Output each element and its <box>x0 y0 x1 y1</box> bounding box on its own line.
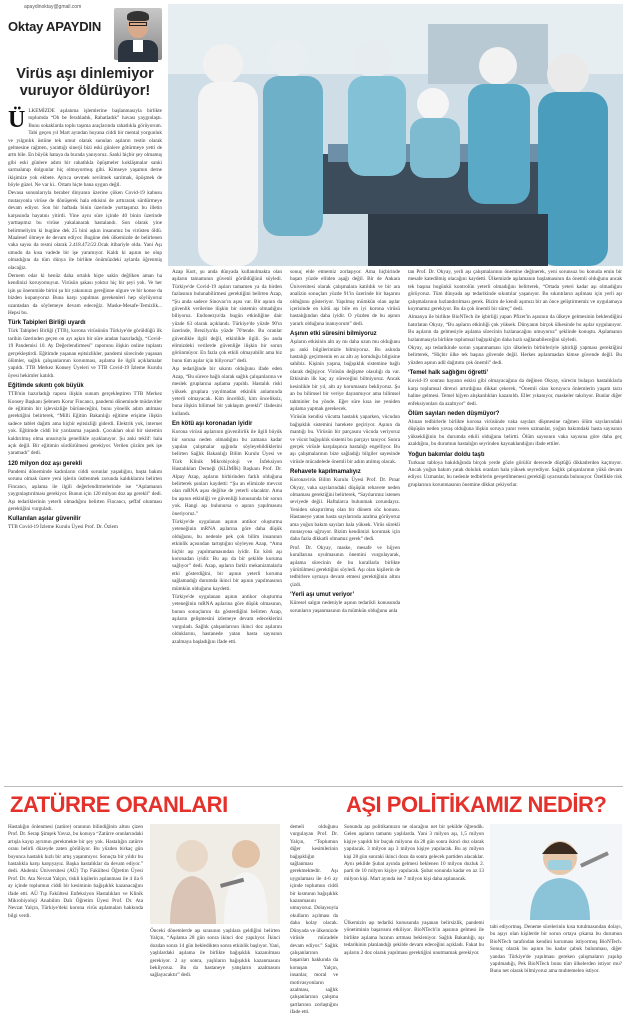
paragraph: tan Prof. Dr. Okyay, yerli aşı çalışmalarının önemine değinerek, yeni sorunsuz bu konuda emin bir mesafe katedilmiş olacağını kaydetti. Ülkemizde aşılamanın başlamasının da önemli olduğunu ancak tek başına bugünkü kontrolün yeterli olmadığını belirterek, “Ortada yeteri kadar aşı olmadığını görüyoruz. Tüm dünyada aşı tedarikinde sıkıntılar yaşanıyor. Bu sıkıntıların aşılması için yerli aşı çalışmalarının hızlandırılması gerek. Bizim de kendi aşımızı bir an önce geliştirmemiz ve uygulamaya koymamız gerekiyor. Bu da çok önemli bir süreç” dedi. <box>408 269 622 313</box>
author-name: Oktay APAYDIN <box>8 19 102 34</box>
column-headline: Virüs aşı dinlemiyor vuruyor öldürüyor! <box>16 66 154 99</box>
bottom-left-column-2: Önceki dönemlerde aşı sırasının yaşlılara geldiğini belirten Yalçın, “Aşılama 28 gün sonra ikinci doz yapılıyor. İkinci dozdan sonra 14 gün bekledikten sonra etkinlik başlıyor. Yani, yaşlılardaki aşılama ile birlikte bağışıklık kazanılması gerekiyor. 2 ay sonra, yaşlıların bağışıklık kazanmasını bekliyoruz. Bu da hastaneye yatışların azalmasını sağlayacaktır” dedi. <box>150 928 280 979</box>
paragraph: Azap Kurt, şu anda dünyada kullanılmakta olan aşıların tamamının güvenli görüldüğünü söyledi. Türkiye'de Covid-19 aşıları tamamen ya da birden fazlasının bulunabilirmesi gerektiğini belirten Azap, “Şu anda sadece Sinovac'ın aşısı var. Bir aşının da güvenlik verilerine ilişkin bir sistemin olmadığını biliyoruz. Endonezya'da bugün etkinliğine dair yüzde 63 olarak açıklandı. Türkiye'de yüzde 90'ın üzerinde, Brezilya'da yüzde 70'tende. Bu oranlar güvenlikle ilgili değil, etkinlikle ilgili. Şu anda elimizdeki verilerde güvenliğe ilişkin bir sorun görünmüyor. En fazla çok etkili olmayabilir ama biz bunu tüm aşılar için biliyoruz” dedi. <box>172 269 282 364</box>
bottom-left-column-1: Hastalığın önlenmesi (zatüre) oranının bilindiğinin altını çizen Prof. Dr. Serap Şimşek Yavuz, bu konuya “Zatürre oranlarındaki artışla kayıp ayrımın gerekmekte bir şey yok. Hastalığın zatürre oranı belirli düzeyde zaten görülüyor. Bu yüzden birkaç gün boyunca hastalık hızlı bir artış yaşanmıyor. Sonuçta bir yıldır bu hastalıkla karşı karşıyayız. Başka hastalıklar da devam ediyor.” dedi. Akdeniz Üniversitesi (AÜ) Tıp Fakültesi Öğretim Üyesi Prof. Dr. Ata Nevzat Yalçın, riskli kişilerin aşılanması ile 4 ila 6 ay içinde toplumun ciddi bir kesiminin bağışıklık kazanacağını ifade etti. AÜ Tıp Fakültesi Enfeksiyon Hastalıkları ve Klinik Mikrobiyoloji Anabilim Dalı Öğretim Üyesi Prof. Dr. Ata Nevzat Yalçın, Türkiye'deki korona virüs aşılamaları hakkında bilgi verdi. <box>8 824 143 919</box>
bottom-left-column-3: demeli olduğunu vurgulayan Prof. Dr. Yalçın, “Toplumun diğer kesimlerinin bağışıklığın sağlanması gerekmektedir. Aşı uygulaması ile 4-6 ay içinde toplumun ciddi bir kısmının bağışıklık kazanmasını umuyoruz. Dolayısıyla okulların açılması da daha kolay olacak. Dünyada ve ülkemizde virüsle mücadele devam ediyor.” Sağlık çalışanlarının başarıları hakkında da konuşan Yalçın, insanlar, moral ve motivasyonların azalması, sağlık çalışanlarının çalışma şartlarının zorlaştığını ifade etti. <box>290 824 338 1016</box>
paragraph: Aşı tedariğinde bir sıkıntı olduğunu ifade eden Azap, “Bu sürece bağlı olarak sağlık çalışanlarına ve meslek gruplarına aşılama yapıldı. Hastalık riski yüksek gruplara yayılmadan etkinlik anlamında yeterli olmayacak. Kim öncelikli, kim önceliksiz, buna ilişkin bilimsel bir yaklaşım gerekli” ifadesini kullandı. <box>172 366 282 417</box>
subheading: En kötü aşı koronadan iyidir <box>172 421 253 428</box>
subheading: Aşının etki süresini bilmiyoruz <box>290 331 377 338</box>
paragraph: Aşıların etkisinin altı ay mı daha uzun mu olduğunu şu anki bilgilerimizle bilmiyoruz. Bu aslında hastalığı geçirmenin en az altı ay koruduğu bilgisine sahibiz. Kişinin yaşına, bağışıklık sistemine bağlı olarak değişiyor. Virüsün değişme olasılığı da var. Etkisinin ilk kaç ay süreceğini bilmiyoruz. Ancak kesinlikle bir yıl, altı ay korumasını bekliyoruz. Şu an bu bilimsel bir veriye dayanmıyor ama bilimsel tahminler bu yönde. Eğer süre kısa ise yeniden aşılama yapmak gerekecek. <box>290 339 400 412</box>
subheading: 120 milyon doz aşı gerekli <box>8 460 83 467</box>
paragraph: Turkuaz tabloya bakıldığında birçok yerde gözle görülür derecede düştüğü dikkatlerden kaçmıyor. Ancak yoğun bakım yatak doluluk oranları hala yüksek seyrediyor. Sağlık çalışanlarının yükü devam ediyor. Uzmanlar, bu nedenle tedbirlerin gevşetilmemesi gerektiği uyarısında bulunuyor. Özellikle risk gruplarının korunmasının önemine dikkat çekiyorlar. <box>408 459 622 488</box>
author-email: apaydinoktay@gmail.com <box>24 4 82 10</box>
subheading: Yoğun bakımlar doldu taştı <box>408 451 485 458</box>
paragraph: Pandemi döneminde kadınların ciddi sorunlar yaşadığını, başta bakım sorunu olmak üzere yeni işlerin üstlenmek zorunda kaldıklarını belirten Fincancı, aşılama ile ilgili değerlendirmelerinde ise “Aşılamanın yaygınlaştırılması gerekiyor. Bunun için 120 milyon doz aşı gerekli” dedi. Aşı tedariklerinin yeterli olmadığını belirten Fincancı, şeffaf olunması gerektiğini vurguladı. <box>8 468 163 512</box>
bottom-right-column-1: Sonunda aşı politikamızın ne olacağını net bir şekilde öğrendik. Gelen aşıların tamamı yaşlılarda. Yani 3 milyon aşı, 1,5 milyon kişiye yapıldı bir buçuk milyonu da 28 gün sonra ikinci doz olarak yapılacak. 3 milyon aşı 3 milyon kişiye yapılacak. Bu ay milyon kişi 28 gün sonraki ikinci dozu da sonra gelecek partiden alacaklar. Aynı şekilde Şubat ayında gelmesi beklenen 10 milyon dozluk 2. parti de 10 milyon kişiye yapılacak. Şubat sonunda kadar en az 13 milyon kişi. Mart ayında ise 7 milyon kişi daha aşılanacak. <box>344 824 484 882</box>
author-header <box>4 4 164 56</box>
drop-cap: Ü <box>8 107 26 133</box>
paragraph: TTB'nin hazırladığı rapora ilişkin sunum gerçekleştiren TTB Merkez Konsey Başkanı Şebnem Korur Fincancı, pandemi döneminde müdavitler de eğitimin bir işlevsizliğe bürüneceğini, bunu yönelik adım atılması gerektiğini belirterek, “Milli Eğitim Bakanlığı eğitime erişime ilişkin sadece tablet dağıttı ama hiçbir eşitsizliği giderdi. Elektrik yok, internet yok. Eğitimde ciddi bir yarılanma yaşandı. Çocukları okul bir sistemin kaldırılmış olma unsuruyla genellikle ayaklanıyor. Şu anki teklif: hala açık değil. Bir eğitimin sürdürülmesi gerekiyor. Verilen çözüm pek işe yaramadı” dedi. <box>8 391 162 457</box>
article-column-4 <box>408 269 622 781</box>
paragraph: Korona virüsü aşılarının güvenilirlik ile ilgili büyük bir soruna neden olmadığını bu zamana kadar yapılan çalışmalar ışığında söyleyebildiklerini belirten Sağlık Bakanlığı Bilim Kurulu Üyesi ve Türk Klinik Mikrobiyoloji ve İnfeksiyon Hastalıkları Derneği (KLİMİK) Başkanı Prof. Dr. Alpay Azap, aşıların birbirinden farklı olduğuna belirterek şunları kaydetti: “Şu an elimizde mevcut olan mRNA aşısı değilse de yeterli olacaktır. Ama bu aşının etkinliği ve güvenliği konusunda bir sorun yok. Hangi aşı bulunursa o aşının yapılmasını öneriyoruz.” <box>172 429 282 517</box>
bottom-right-column-2: Ülkemizin aşı tedariki konusunda yaşanan belirsizlik, pandemi yönetiminin başarısını etkiliyor. BioNTech'in aşısının gelmesi ile birlikte aşılama hızının artması bekleniyor. Sağlık Bakanlığı, aşı tedarikinin planlandığı şekilde devam edeceğini açıkladı. Fakat bu aşıların 2 doz olarak yapılması gerektiğini unutmamak gerekiyor. <box>344 920 484 956</box>
paragraph: Devasa sonunlarıyla beraber dinyanın üzerine çöken Covid-19 kabusu mutasyonla virüse de dönüşerek hala etkisini de arttırarak sürdürmeye devam ediyor. Son bir haftada binin üzerinde yurttaşımız bu illetin karşısında hayatını yitirdi. Yine aynı süre içinde 40 binin üzerinde yurttaşımız bu virüse yakalanarak hastalandı. Son olarak yine belirtmeliyim ki bugüne dek 25 bini aşkın insanımız bu virüsten öldü. Maalesef ölmeye de devam ediyor. Bugüne dek ülkemizde de belirlenen vaka sayısı da resmi olarak 2.418.472/22.Ocak itibariyle olda. Yani Aşı umudu da kısa vadede bir işe yaramıyor. Kaldı ki aşının ne olup olmadığını da tüm dünya ile birlikte önümüzdeki aylarda öğrenmiş olacağız. <box>8 190 162 271</box>
hero-photo-icu-staff <box>168 4 623 266</box>
article-column-3 <box>290 269 400 781</box>
bottom-left-title: ZATÜRRE ORANLARI <box>10 792 228 817</box>
paragraph: Okyay, aşı tedarikinde sorun yaşanmaması için ülkelerin birbirleriyle işbirliği yapması gerektiğini belirterek, “Hiçbir ülke tek başına güvende değil. Herkes aşılanmadan kimse güvende değil. Bu yüzden aşının adil dağıtımı çok önemli” dedi. <box>408 345 622 366</box>
paragraph: Türkiye'de uygulanan aşının antikor oluşturma yeteneğinin mRNA aşılarına göre düşük olmasının, bunun sonuçlarını da gösterdiğini belirten Azap, aşıların gelişmesini izlemeye devam edeceklerini vurguladı. Sağlık çalışanlarının ikinci doz aşılarını olduklarını, hastanede yatan hasta sayısının azalmaya başladığını ifade etti. <box>172 594 282 645</box>
paragraph: Kovid-19 sonrası hayatın eskisi gibi olmayacağına da değinen Okyay, sürecin bulaşıcı hastalıklarla karşı toplumsal direnci artırdığına dikkat çekerek, “Önemli olan koruyucu önlemlerin yaşam tarzı haline gelmesi. Temel hijyen alışkanlıkları kazanıldı. Eller yıkanıyor, maskeler takılıyor. Bunlar diğer enfeksiyonları da azaltıyor” dedi. <box>408 378 622 407</box>
bottom-right-title: AŞI POLİTİKAMIZ NEDİR? <box>346 792 607 817</box>
paragraph: Almanya ile birlikte BioNTech ile işbirliği yapan Pfizer'in aşısının da ülkeye gelmesinin beklendiğini hatırlatan Okyay, “Bu aşıların etkinliği çok yüksek. Dünyanın birçok ülkesinde bu aşılar uygulanıyor. Bu aşıların da gelmesiyle aşılama sürecinin hızlanacağını umuyoruz” şeklinde konuştu. Aşılamanın hızlanmasıyla birlikte toplumsal bağışıklığın daha hızlı sağlanabileceğini söyledi. <box>408 314 622 343</box>
subheading: Türk Tabipleri Birliği uyardı <box>8 320 86 327</box>
paragraph: sonuç elde etmemiz zorlaşıyor. Ama hiçbirinde başarı yüzde elliden aşağı değil. Bir de Ankara Üniversitesi olarak çalışmalara katıldık ve bir ara analizin sonuçları yüzde 91'in üzerinde bir başarını olduğunu gösteriyor. Yapılmış mümkün olan aşılar içerisinde en kötü aşı bile en iyi korona virüsü hastalığından daha iyidir. O yüzden de bu aşının yararlı olduğuna inanıyorum” dedi. <box>290 269 400 327</box>
subheading: ‘Yerli aşı umut veriyor’ <box>290 592 355 599</box>
paragraph: Türk Tabipleri Birliği (TTB), korona virüsünün Türkiye'de görüldüğü ilk tarihin üzerinden geçen on ayı aşkın bir süre aradan hazırladığı, “Covid-19 Pandemisi 10. Ay Değerlendirmesi” raporunu ilişkin online toplantı gerçekleştirdi. Eğitimde yaşanan eşitsizlikler, pandemi sürecinde yaşanan ölümler, sağlık çalışanlarının korunması, aşılama ile ilgili açıklamalar yapıldı. TTB Merkez Konsey Üyeleri ve TTB Covid-19 İzleme Kurulu üyesi hekimler katıldı. <box>8 328 162 379</box>
paragraph: Virüsün kendisi vücutta hastalık yaparken, vücudun bağışıklık sistemini harekete geçiriyor. Aşının da mantığı bu. Virüsün bir parçasını vücuda veriyoruz ve vücut bağışıklık sistemi bu parçayı tanıyor. Sonra gerçek virüsle karşılaşınca hastalığı engelliyor. Bu aşı çalışmalarının bize sağladığı bilgiler sayesinde virüsle mücadelede önemli bir adım atılmış olacak. <box>290 414 400 465</box>
vaccine-nurse-photo <box>490 824 622 920</box>
paragraph: Prof. Dr. Okyay, maske, mesafe ve hijyen kurallarına uyulmasının önemini vurgulayarak, aşılama sürecinin de bu kurallarla birlikte yürütülmesi gerektiğini söyledi. Aşı olan kişilerin de tedbirlere uymaya devam etmesi gerektiğinin altını çizdi. <box>290 544 400 588</box>
paragraph: Türkiye'de uygulanan aşının antikor oluşturma yeteneğinin mRNA aşılarına göre daha düşük olduğunu, bu nedenle pek çok bilim insanının etkinlik açısından tartıştığını söyleyen Azap, “Ama hiçbir aşı yapılmamasından iyidir. En kötü aşı koronadan iyidir. Bu aşı da bir şekilde koruma sağlıyor” dedi. Azap, aşıların farklı mekanizmalarla etki gösterdiğini, bir aşının yeterli koruma sağlamadığı durumda ikinci bir aşının yapılmasının mümkün olduğunu kaydetti. <box>172 519 282 592</box>
paragraph: TTB Covid-19 İzleme Kurulu Üyesi Prof. Dr. Özlem <box>8 524 118 531</box>
paragraph: Koronavirüs Bilim Kurulu Üyesi Prof. Dr. Pınar Okyay, vaka sayılarındaki düşüşün rehavete neden olmaması gerektiğini belirterek, “Sayılarımız istenen seviyede değil. Haftalarca bulunmak zorundayız. Yeniden sıkıştırılmış olan bir dönem söz konusu. Hastaneye yatan hasta sayılarında azalma görüyoruz ama yoğun bakım sayıları hala yüksek. Virüs sürekli mutasyona uğruyor. Bizim kendimizi korumak için daha fazla dikkatli olmamız gerek” dedi. <box>290 477 400 543</box>
section-divider <box>4 786 623 787</box>
article-column-2 <box>172 269 282 781</box>
author-photo <box>114 8 162 60</box>
subheading: Eğitimde sıkıntı çok büyük <box>8 383 84 390</box>
paragraph: LKEMİZDE aşılanma işlemlerine başlanmasıyla birlikte toplumda “Oh be ferahladık, Rahatladık” havası yaygınlaştı. Bunu sokaklarda toplu taşıma araçlarında rahatlıkla görüyorum. Tabi geçen yıl Mart ayından buyana ciddi bir mental yorgunluk ve yılgınlık üstüne tek umut olarak sunulan aşıların testin olarak gelmesine rağmen, yarattığı sinerji bizi eski günlere götürmeye yetti de arttı bile. En büyük hataya da burada yanıyoruz. Sanki hiçbir şey olmamış gibi eski günlere adım bir rahatlıkla öpüşmeler kokläşmalar sanki sarmalanıp dolgunlar hiç olmuyormuş gibi. Kimseye yaşamın derne ikişimize yok ekbete. Ayrıca sevmek sevilmek sarılmak, öpüşmek de böyle güzel. Ne var ki.. Ortam hiçte bana uygun değil. <box>8 108 162 189</box>
subheading: ‘Temel halk sağlığını öğretti’ <box>408 370 489 377</box>
subheading: Rehavete kapılmamalıyız <box>290 469 361 476</box>
subheading: Ölüm sayıları neden düşmüyor? <box>408 410 500 417</box>
paragraph: Küresel salgın nedeniyle aşının tedarikli konusunda sorunların yaşanmasının da mümkün olduğunu anla <box>290 600 400 614</box>
bottom-right-column-3: tabi ediyormuş. Deneme sürelerinin kısa tutulmasından dolayı, bu aşıyı olan kişilerde bir sorun ortaya çıkarsa bu durumun BioNTech tarafından kendini koruması istiyormuş BioNTech. Sonuç olarak bu aşının bu kadar çabuk bulunması, diğer yandan Türkiye'de yapılması gereken çalışmaların yapılıp yapılmadığı, Pek BioNTech bunu tüm ülkelerden istiyor mu? Bunu net olarak bilmiyoruz ama muhtemelen istiyor. <box>490 924 622 975</box>
paragraph: Dernem odar ki henüz daha ortalık hiçte sakin değilken aman ha kendinizi koruyomuyun. Virüsün şakası yoktur hiç bir şeyi yok. Ve her işin şu önemmide birini şu bir yakınınızı gereğinne ulgure ve bir konse da bizden kopanyoruz Buna karşı yapılmas gerekenleri hep söylüyoruz uzantadan da söylemeye devam edeceğiz. Maske-Mesafe-Temizlik... Hepsi bu. <box>8 272 162 316</box>
elderly-vaccination-photo <box>150 824 280 924</box>
subheading: Kullanılan aşılar güvenilir <box>8 516 81 523</box>
paragraph: Alınan tedbirlerle birlikte korona virüsünde vaka sayıları düşmesine rağmen ölüm sayılarındaki düşüşün neden yavaş olduğuna ilişkin soruya yanıt veren uzmanlar, yoğun bakımdaki hasta sayısının yüksekliğinin bu durumda etkili olduğunu belirtti. Ölüm sayısının vaka sayısına göre daha geç azaldığını, bu durumun hastalığın seyrinden kaynaklandığını ifade ettiler. <box>408 418 622 448</box>
